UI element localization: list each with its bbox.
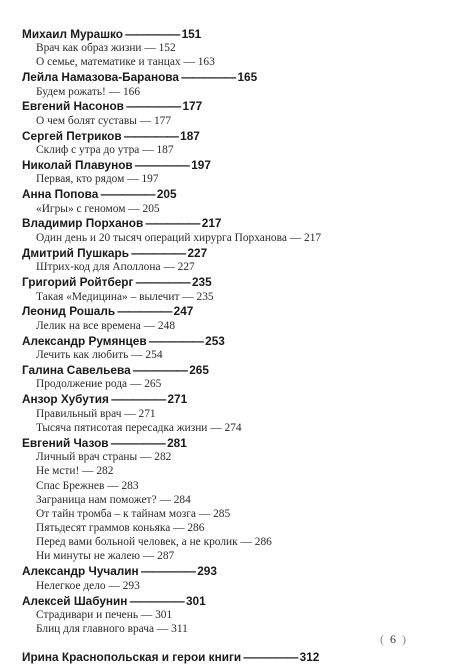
author-page: 312	[299, 649, 320, 664]
toc-author-entry	[22, 246, 432, 261]
leader-line: —————	[121, 128, 181, 143]
story-title: Ни минуты не жалею	[36, 550, 141, 563]
leader-line: —————	[108, 435, 168, 450]
author-page: 227	[187, 245, 208, 260]
toc-author-entry	[22, 129, 432, 144]
toc-story-entry	[22, 450, 432, 464]
story-title: Врач как образ жизни	[36, 42, 142, 55]
story-dash: —	[128, 349, 146, 362]
story-dash: —	[138, 609, 156, 621]
story-page: 254	[145, 349, 163, 362]
story-dash: —	[136, 114, 154, 127]
story-title: Тысяча пятисотая пересадка жизни	[36, 421, 208, 434]
leader-line: —————	[108, 392, 168, 407]
leader-line: —————	[178, 70, 238, 85]
story-page: 152	[158, 42, 176, 55]
author-page: 165	[237, 70, 258, 85]
author-name: Галина Савельева	[22, 362, 131, 377]
toc-author-entry	[22, 564, 432, 579]
toc-author-entry	[22, 70, 432, 85]
author-name: Владимир Порханов	[22, 216, 144, 231]
story-page: 235	[196, 290, 214, 303]
story-page: 187	[156, 144, 174, 157]
toc-author-entry	[22, 392, 432, 407]
story-dash: —	[196, 507, 214, 520]
story-title: Не мсти!	[36, 465, 80, 478]
story-page: 166	[122, 85, 141, 98]
page-number	[380, 632, 406, 647]
story-title: Будем рожать!	[36, 85, 106, 98]
author-name: Алексей Шабунин	[22, 593, 128, 608]
story-page: 286	[254, 536, 272, 549]
story-dash: —	[237, 536, 255, 549]
author-page: 151	[181, 26, 202, 41]
story-dash: —	[156, 493, 174, 506]
story-title: Блиц для главного врача	[36, 623, 155, 636]
toc-author-entry	[22, 99, 432, 114]
leader-line: —————	[127, 593, 186, 608]
story-dash: —	[179, 290, 197, 303]
author-page: 197	[191, 157, 211, 172]
story-page: 311	[171, 623, 188, 636]
story-dash: —	[79, 465, 97, 478]
story-page: 284	[173, 493, 191, 506]
toc-author-entry	[22, 187, 432, 202]
story-dash: —	[154, 623, 172, 636]
leader-line: —————	[138, 564, 198, 579]
author-name: Михаил Мурашко	[22, 26, 124, 41]
story-title: Один день и 20 тысяч операций хирурга Порханова	[36, 231, 287, 244]
story-dash: —	[105, 85, 123, 98]
page-number-close-bracket: )	[402, 632, 406, 646]
author-name: Сергей Петриков	[22, 128, 122, 143]
story-dash: —	[104, 479, 122, 492]
leader-line: —————	[130, 362, 190, 377]
story-page: 287	[157, 550, 175, 563]
story-dash: —	[105, 579, 123, 592]
story-dash: —	[140, 550, 158, 563]
toc-story-entry	[22, 521, 432, 535]
story-title: Перед вами больной человек, а не кролик	[36, 536, 238, 549]
story-title: Штрих-код для Аполлона	[36, 261, 161, 274]
story-title: Заграница нам поможет?	[36, 493, 157, 506]
author-name: Евгений Чазов	[22, 435, 109, 450]
story-title: Первая, кто рядом	[36, 173, 125, 186]
story-dash: —	[141, 42, 159, 55]
author-name: Григорий Ройтберг	[22, 275, 134, 290]
toc-story-entry	[22, 231, 432, 245]
story-page: 286	[187, 522, 205, 535]
author-name: Дмитрий Пушкарь	[22, 245, 129, 260]
toc-story-entry	[22, 143, 432, 157]
toc-story-entry	[22, 172, 432, 186]
leader-line: —————	[132, 157, 192, 172]
story-page: 217	[304, 231, 322, 244]
story-title: Правильный врач	[36, 407, 122, 420]
author-name: Евгений Насонов	[22, 99, 124, 114]
story-dash: —	[125, 202, 143, 215]
story-dash: —	[121, 407, 139, 420]
toc-story-entry	[22, 202, 432, 216]
toc-story-entry	[22, 319, 432, 333]
toc-story-entry	[22, 507, 432, 521]
toc-author-entry	[22, 216, 432, 231]
author-page: 281	[167, 435, 187, 450]
leader-line: —————	[146, 333, 206, 348]
final-entry	[22, 650, 432, 664]
toc-story-entry	[22, 348, 432, 362]
story-page: 285	[213, 507, 231, 520]
story-dash: —	[137, 451, 155, 464]
story-title: Спас Брежнев	[36, 479, 105, 492]
author-name: Анна Попова	[22, 187, 99, 202]
author-page: 265	[189, 362, 209, 377]
author-page: 205	[156, 187, 177, 202]
story-dash: —	[170, 522, 188, 535]
toc-story-entry	[22, 579, 432, 593]
story-title: Нелегкое дело	[36, 579, 106, 592]
story-title: Пятьдесят граммов коньяка	[36, 522, 171, 535]
story-dash: —	[124, 173, 142, 186]
leader-line: —————	[123, 26, 182, 41]
story-page: 301	[155, 609, 173, 621]
page-number-value: 6	[390, 632, 396, 646]
author-page: 301	[185, 593, 206, 608]
leader-line: —————	[143, 216, 202, 231]
author-page: 271	[167, 392, 188, 407]
toc-story-entry	[22, 493, 432, 507]
story-page: 197	[141, 173, 159, 186]
story-page: 271	[138, 407, 156, 420]
author-name: Анзор Хубутия	[22, 392, 109, 407]
story-title: Лелик на все времена	[36, 319, 141, 332]
author-name: Николай Плавунов	[22, 157, 133, 172]
author-name: Ирина Краснопольская и герои книги	[22, 649, 242, 664]
story-title: О чем болят суставы	[36, 114, 137, 127]
toc-story-entry	[22, 41, 432, 55]
leader-line: —————	[115, 304, 174, 319]
story-title: Склиф с утра до утра	[36, 144, 140, 157]
toc-story-entry	[22, 535, 432, 549]
story-page: 163	[197, 56, 215, 69]
toc-story-entry	[22, 377, 432, 391]
toc-story-entry	[22, 407, 432, 421]
toc-author-entry	[22, 363, 432, 378]
story-title: Страдивари и печень	[36, 609, 139, 621]
story-dash: —	[139, 144, 157, 157]
table-of-contents	[22, 26, 432, 664]
toc-author-entry	[22, 334, 432, 349]
toc-story-entry	[22, 260, 432, 274]
author-page: 247	[173, 304, 194, 319]
toc-story-entry	[22, 290, 432, 304]
story-title: Продолжение рода	[36, 378, 128, 391]
story-title: «Игры» с геномом	[36, 202, 126, 215]
story-title: От тайн тромба – к тайнам мозга	[36, 507, 196, 520]
toc-story-entry	[22, 85, 432, 99]
leader-line: —————	[98, 187, 157, 202]
leader-line: —————	[123, 99, 183, 114]
story-page: 293	[122, 579, 140, 592]
toc-story-entry	[22, 549, 432, 563]
toc-story-entry	[22, 55, 432, 69]
author-page: 293	[197, 564, 217, 579]
toc-author-entry	[22, 594, 432, 609]
story-page: 227	[177, 261, 195, 274]
toc-author-entry	[22, 27, 432, 42]
story-page: 274	[224, 421, 242, 434]
toc-story-entry	[22, 114, 432, 128]
story-page: 248	[157, 319, 176, 332]
leader-line: —————	[128, 245, 188, 260]
spacer	[22, 636, 432, 649]
story-page: 205	[142, 202, 160, 215]
author-name: Александр Чучалин	[22, 564, 139, 579]
story-dash: —	[207, 421, 225, 434]
author-name: Александр Румянцев	[22, 333, 147, 348]
story-dash: —	[160, 261, 178, 274]
author-page: 187	[180, 128, 200, 143]
author-page: 235	[191, 275, 212, 290]
story-page: 282	[96, 465, 114, 478]
toc-author-entry	[22, 275, 432, 290]
toc-author-entry	[22, 158, 432, 173]
toc-story-entry	[22, 421, 432, 435]
author-page: 217	[201, 216, 222, 231]
page-number-open-bracket: (	[380, 632, 384, 646]
story-page: 177	[153, 114, 172, 127]
toc-story-entry	[22, 608, 432, 622]
story-page: 282	[154, 451, 172, 464]
story-dash: —	[127, 378, 145, 391]
leader-line: —————	[133, 275, 192, 290]
author-name: Леонид Рошаль	[22, 304, 116, 319]
toc-story-entry	[22, 479, 432, 493]
story-title: Личный врач страны	[36, 451, 138, 464]
story-title: Такая «Медицина» – вылечит	[36, 290, 180, 303]
toc-story-entry	[22, 622, 432, 636]
story-dash: —	[140, 319, 158, 332]
story-dash: —	[286, 231, 305, 244]
story-title: Лечить как любить	[36, 349, 129, 362]
leader-line: —————	[241, 649, 300, 664]
story-page: 283	[121, 479, 139, 492]
story-dash: —	[180, 56, 198, 69]
toc-author-entry	[22, 304, 432, 319]
author-page: 177	[182, 99, 203, 114]
toc-author-entry	[22, 436, 432, 451]
author-name: Лейла Намазова-Баранова	[22, 70, 179, 85]
toc-story-entry	[22, 464, 432, 478]
author-page: 253	[205, 333, 225, 348]
story-page: 265	[144, 378, 162, 391]
story-title: О семье, математике и танцах	[36, 56, 181, 69]
